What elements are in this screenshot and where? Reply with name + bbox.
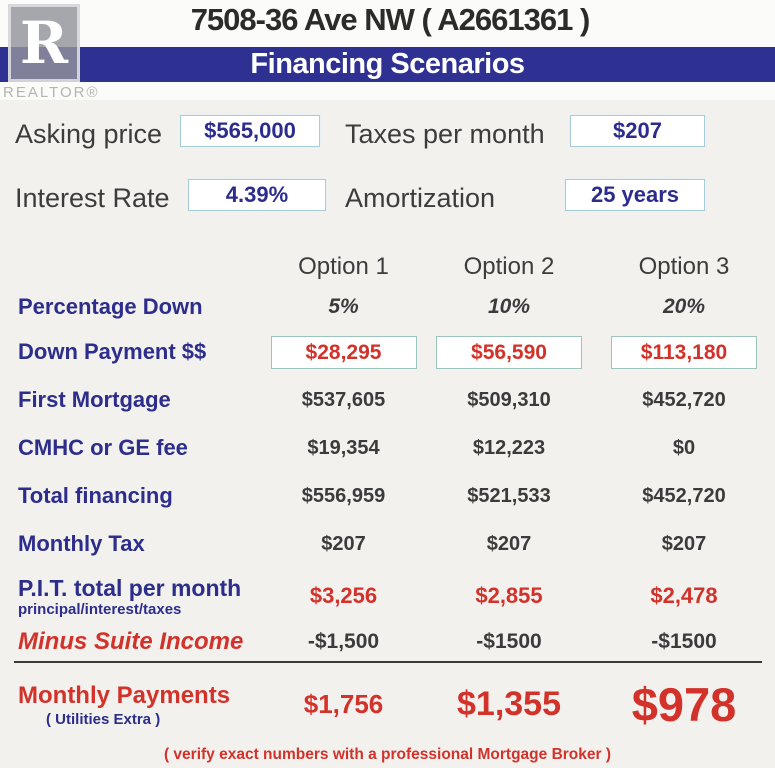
row-label: Monthly Tax <box>18 531 145 556</box>
down-payment-field-option-1[interactable]: $28,295 <box>271 336 417 369</box>
table-row-cmhc-fee <box>0 424 775 472</box>
cell-value: $556,959 <box>301 484 386 507</box>
page-title: 7508-36 Ave NW ( A2661361 ) <box>190 2 590 37</box>
table-row-percentage-down <box>0 286 775 328</box>
down-payment-field-option-3[interactable]: $113,180 <box>611 336 757 369</box>
cell-value: 5% <box>328 295 359 318</box>
cell-value: $3,256 <box>309 583 378 608</box>
cell-value: $2,855 <box>475 583 543 608</box>
monthly-payments-label: Monthly Payments <box>18 682 231 709</box>
utilities-extra-note: ( Utilities Extra ) <box>46 711 161 728</box>
column-header-option-2: Option 2 <box>463 253 555 280</box>
disclaimer-text: ( verify exact numbers with a professional Mortgage Broker ) <box>163 746 612 763</box>
cell-value: 10% <box>487 295 531 318</box>
interest-rate-field[interactable]: 4.39% <box>188 179 326 211</box>
monthly-payment-option-1: $1,756 <box>303 688 384 719</box>
table-row-total-financing <box>0 472 775 520</box>
cell-value: 20% <box>662 295 706 318</box>
asking-price-label: Asking price <box>15 119 163 149</box>
table-header-row <box>0 248 775 286</box>
interest-rate-label: Interest Rate <box>15 183 170 213</box>
cell-value: -$1500 <box>476 630 542 653</box>
cell-value: $521,533 <box>467 484 551 507</box>
banner-title: Financing Scenarios <box>250 48 525 80</box>
cell-value: $0 <box>672 436 696 459</box>
column-header-option-3: Option 3 <box>638 253 730 280</box>
banner <box>0 47 775 82</box>
row-label: Minus Suite Income <box>18 628 244 655</box>
table-row-down-payment <box>0 328 775 376</box>
cell-value: $452,720 <box>642 484 726 507</box>
cell-value: -$1,500 <box>307 630 380 653</box>
realtor-r-glyph: R <box>19 9 69 77</box>
cell-value: $207 <box>486 532 532 555</box>
amortization-field[interactable]: 25 years <box>565 179 705 211</box>
cell-value: $12,223 <box>472 436 546 459</box>
summary-divider-line <box>14 661 762 663</box>
cell-value: $2,478 <box>650 583 718 608</box>
cell-value: $19,354 <box>307 436 380 459</box>
cell-value: $452,720 <box>642 388 726 411</box>
row-label: P.I.T. total per month <box>18 574 242 601</box>
monthly-payments-row <box>0 666 775 742</box>
column-header-option-1: Option 1 <box>298 253 389 280</box>
taxes-per-month-field[interactable]: $207 <box>570 115 705 147</box>
cell-value: $509,310 <box>467 388 551 411</box>
row-label: CMHC or GE fee <box>18 435 188 460</box>
cell-value: -$1500 <box>651 630 717 653</box>
row-sublabel: principal/interest/taxes <box>18 600 182 618</box>
realtor-logo-icon <box>8 4 80 82</box>
asking-price-field[interactable]: $565,000 <box>180 115 320 147</box>
monthly-payment-option-3: $978 <box>631 677 737 731</box>
table-row-monthly-tax <box>0 520 775 568</box>
table-row-first-mortgage <box>0 376 775 424</box>
table-row-pit-total <box>0 568 775 624</box>
amortization-label: Amortization <box>345 183 496 213</box>
row-label: Total financing <box>18 483 173 508</box>
row-label: First Mortgage <box>18 387 171 412</box>
scenarios-table <box>0 248 775 660</box>
realtor-wordmark: REALTOR® <box>3 84 100 101</box>
taxes-per-month-label: Taxes per month <box>345 119 545 149</box>
down-payment-field-option-2[interactable]: $56,590 <box>436 336 582 369</box>
row-label: Percentage Down <box>18 294 203 319</box>
monthly-payment-option-2: $1,355 <box>457 684 561 723</box>
cell-value: $207 <box>661 532 707 555</box>
cell-value: $207 <box>321 532 366 555</box>
cell-value: $537,605 <box>301 388 386 411</box>
table-row-minus-suite-income <box>0 624 775 660</box>
row-label: Down Payment $$ <box>18 339 207 364</box>
